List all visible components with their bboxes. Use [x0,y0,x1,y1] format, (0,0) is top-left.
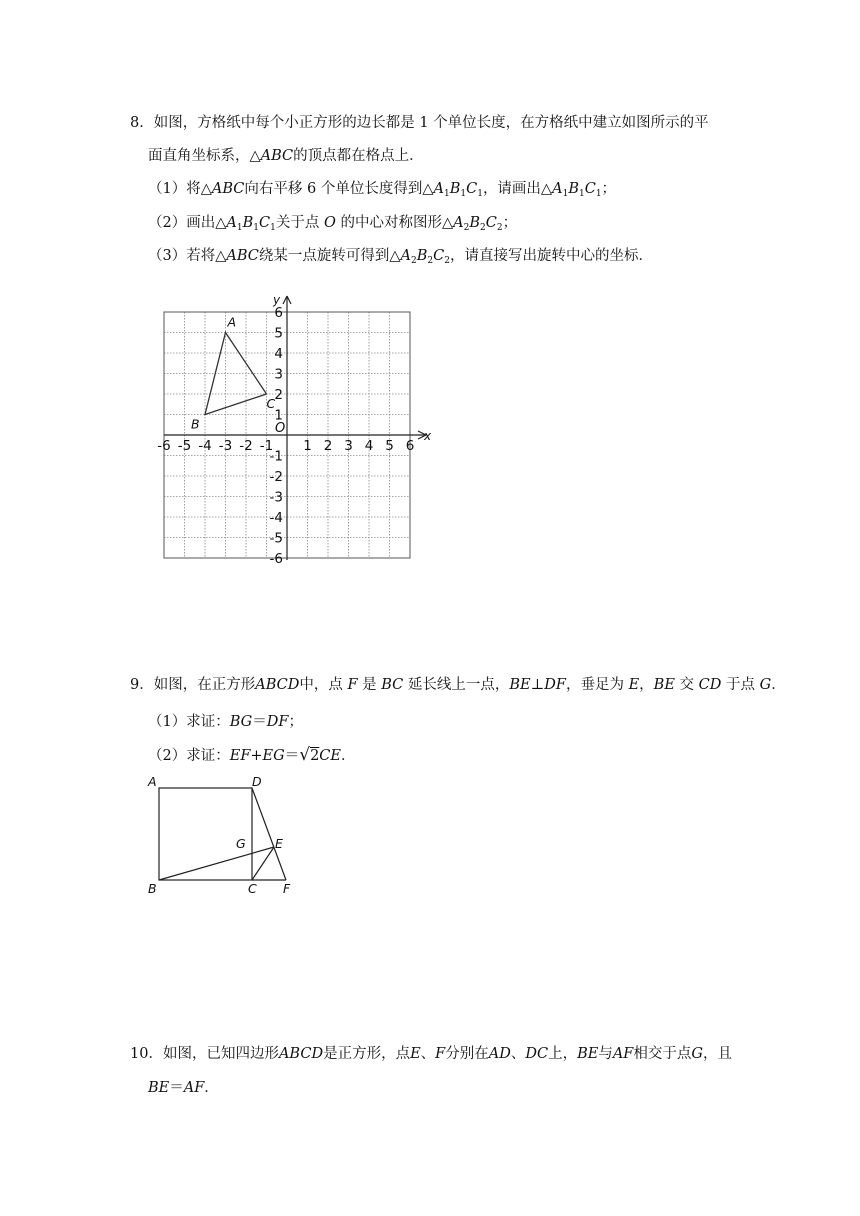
segment-be [159,847,274,880]
x-tick-label: 3 [344,438,353,454]
q9-text: ，垂足为 [565,677,624,693]
vertex-label-b: B [191,416,200,432]
subscript: 1 [595,189,602,199]
q8-number: 8． [130,115,154,131]
q9-subquestion-1 [148,712,303,732]
subscript: 1 [460,189,467,199]
vertex: A [400,248,412,264]
sqrt-symbol: √ [299,745,311,765]
label-g: G [236,836,246,851]
q10-line-1 [130,1044,732,1064]
subscript: 2 [444,256,450,266]
q9-subquestion-2 [148,745,355,766]
label-c: C [248,881,257,896]
vertex: B [416,248,428,264]
y-tick-label: 2 [274,387,283,403]
y-tick-label: -4 [269,510,283,526]
y-tick-label: 3 [274,366,283,383]
y-tick-label: -2 [269,469,283,485]
vertex-label-c: C [266,396,276,411]
x-tick-label: -4 [198,438,212,454]
point: G [691,1046,703,1062]
q8-text: ； [502,215,518,231]
vertex-label-a: A [227,314,237,330]
plus: + [250,748,263,764]
x-tick-label: -3 [218,438,233,454]
segment: AF [183,1080,205,1096]
segment: EG [262,748,285,764]
q9-text: ； [288,714,303,730]
q9-line-1 [130,675,786,695]
subscript: 1 [477,189,483,199]
q8-text: 的顶点都在格点上． [293,148,424,164]
subscript: 1 [443,189,450,199]
q9-text: 是 [362,677,377,693]
x-tick-label: 4 [364,438,374,454]
segment: CD [698,677,722,693]
x-axis-label: x [424,429,432,443]
q8-text: 关于点 [275,215,320,231]
point: G [759,677,772,693]
x-tick-label: 5 [385,438,394,454]
q10-line-2 [148,1078,219,1098]
segment: DF [266,714,289,730]
x-tick-label: -1 [259,438,274,454]
y-tick-label: -6 [269,551,283,567]
segment: BE [577,1046,599,1062]
y-tick-label: -5 [269,530,283,547]
label-f: F [283,881,291,896]
triangle-name: ABC [211,181,245,197]
vertex: B [568,181,579,197]
q9-text: （1）求证： [148,714,230,730]
point: E [410,1046,421,1062]
point: E [628,677,640,693]
q10-text: 、 [510,1046,526,1062]
square-figure [140,772,300,898]
subscript: 2 [479,223,486,233]
vertex: C [466,181,478,197]
y-axis-label: y [273,293,281,307]
label-b: B [148,881,157,896]
segment: BE [653,677,675,693]
vertex: B [449,181,461,197]
q8-text: 绕某一点旋转可得到△ [258,248,401,264]
x-tick-label: 6 [405,438,415,454]
x-tick-label: -5 [177,438,192,454]
vertex: C [433,248,445,264]
x-tick-label: -6 [157,438,171,454]
segment: BE [509,677,531,693]
segment: EF [229,748,251,764]
subscript: 1 [253,223,259,233]
q8-line-2 [148,146,424,166]
segment: DF [544,677,566,693]
q8-subquestion-3 [148,246,653,266]
segment: DC [525,1046,549,1062]
label-e: E [275,836,283,851]
x-tick-label: 2 [323,438,333,454]
square-name: ABCD [278,1046,324,1062]
subscript: 2 [411,256,417,266]
y-tick-label: 5 [274,325,283,342]
q8-text: （2）画出△ [148,215,227,231]
q10-text: ，且 [702,1046,732,1062]
q9-number: 9． [130,677,154,693]
q9-text: （2）求证： [148,748,230,764]
label-d: D [252,774,262,789]
origin-label: O [275,421,286,436]
triangle-name: ABC [260,148,294,164]
radicand: 2 [310,748,320,764]
y-tick-label: 6 [274,305,283,321]
segment-df [252,788,286,880]
segment: CE [319,748,341,764]
q8-text: ，请画出△ [482,181,553,197]
equals: ＝ [169,1080,184,1096]
vertex: A [552,181,563,197]
q8-text: 如图，方格纸中每个小正方形的边长都是 1 个单位长度，在方格纸中建立如图所示的平 [153,115,709,131]
coordinate-grid-figure [150,280,432,567]
q9-text: ． [771,677,786,693]
q8-subquestion-2 [148,213,517,233]
q9-text: 延长线上一点， [407,677,510,693]
segment: BE [148,1080,170,1096]
q10-text: 与 [598,1046,613,1062]
q10-text: 上， [548,1046,578,1062]
q8-text: 面直角坐标系，△ [148,148,261,164]
q10-number: 10． [130,1046,163,1062]
vertex: C [259,215,271,231]
q10-text: 是正方形，点 [323,1046,411,1062]
q9-text: ， [639,677,654,693]
equals: ＝ [284,748,300,764]
q10-text: 相交于点 [633,1046,692,1062]
q8-subquestion-1 [148,179,616,199]
q9-text: 于点 [725,677,755,693]
subscript: 1 [562,189,569,199]
q9-text: ． [340,748,356,764]
subscript: 2 [463,223,470,233]
q8-text: （3）若将△ [148,248,227,264]
q10-text: 分别在 [445,1046,489,1062]
vertex: A [453,215,464,231]
q10-text: 、 [420,1046,436,1062]
equals: ＝ [252,714,267,730]
point-o: O [323,215,336,231]
subscript: 1 [236,223,243,233]
vertex: A [226,215,237,231]
x-tick-label: -2 [239,438,253,454]
segment: AF [612,1046,634,1062]
q8-text: 向右平移 6 个单位长度得到△ [244,181,434,197]
q8-text: ； [601,181,617,197]
point: F [435,1046,446,1062]
q8-text: ，请直接写出旋转中心的坐标． [450,248,653,264]
subscript: 2 [496,223,503,233]
q9-text: 交 [679,677,695,693]
q8-text: （1）将△ [148,181,212,197]
q10-text: 如图，已知四边形 [162,1046,279,1062]
square-name: ABCD [255,677,300,693]
q8-line-1 [130,113,709,133]
q9-text: 中，点 [299,677,343,693]
y-tick-label: 4 [274,346,283,362]
label-a: A [148,774,157,789]
segment: BG [229,714,253,730]
y-tick-label: -3 [269,489,283,506]
triangle-name: ABC [226,248,259,264]
subscript: 1 [578,189,585,199]
subscript: 1 [270,223,276,233]
q10-text: ． [204,1080,219,1096]
subscript: 2 [427,256,434,266]
vertex: B [469,215,480,231]
segment: AD [488,1046,511,1062]
vertex: C [584,181,596,197]
vertex: A [433,181,444,197]
y-tick-label: 1 [274,407,283,424]
vertex: C [485,215,497,231]
y-tick-label: -1 [269,448,283,465]
vertex: B [242,215,254,231]
q9-text: 如图，在正方形 [153,677,256,693]
point: F [347,677,358,693]
segment: BC [381,677,404,693]
x-tick-label: 1 [303,438,312,454]
q8-text: 的中心对称图形△ [340,215,454,231]
perp-symbol: ⊥ [530,677,545,693]
